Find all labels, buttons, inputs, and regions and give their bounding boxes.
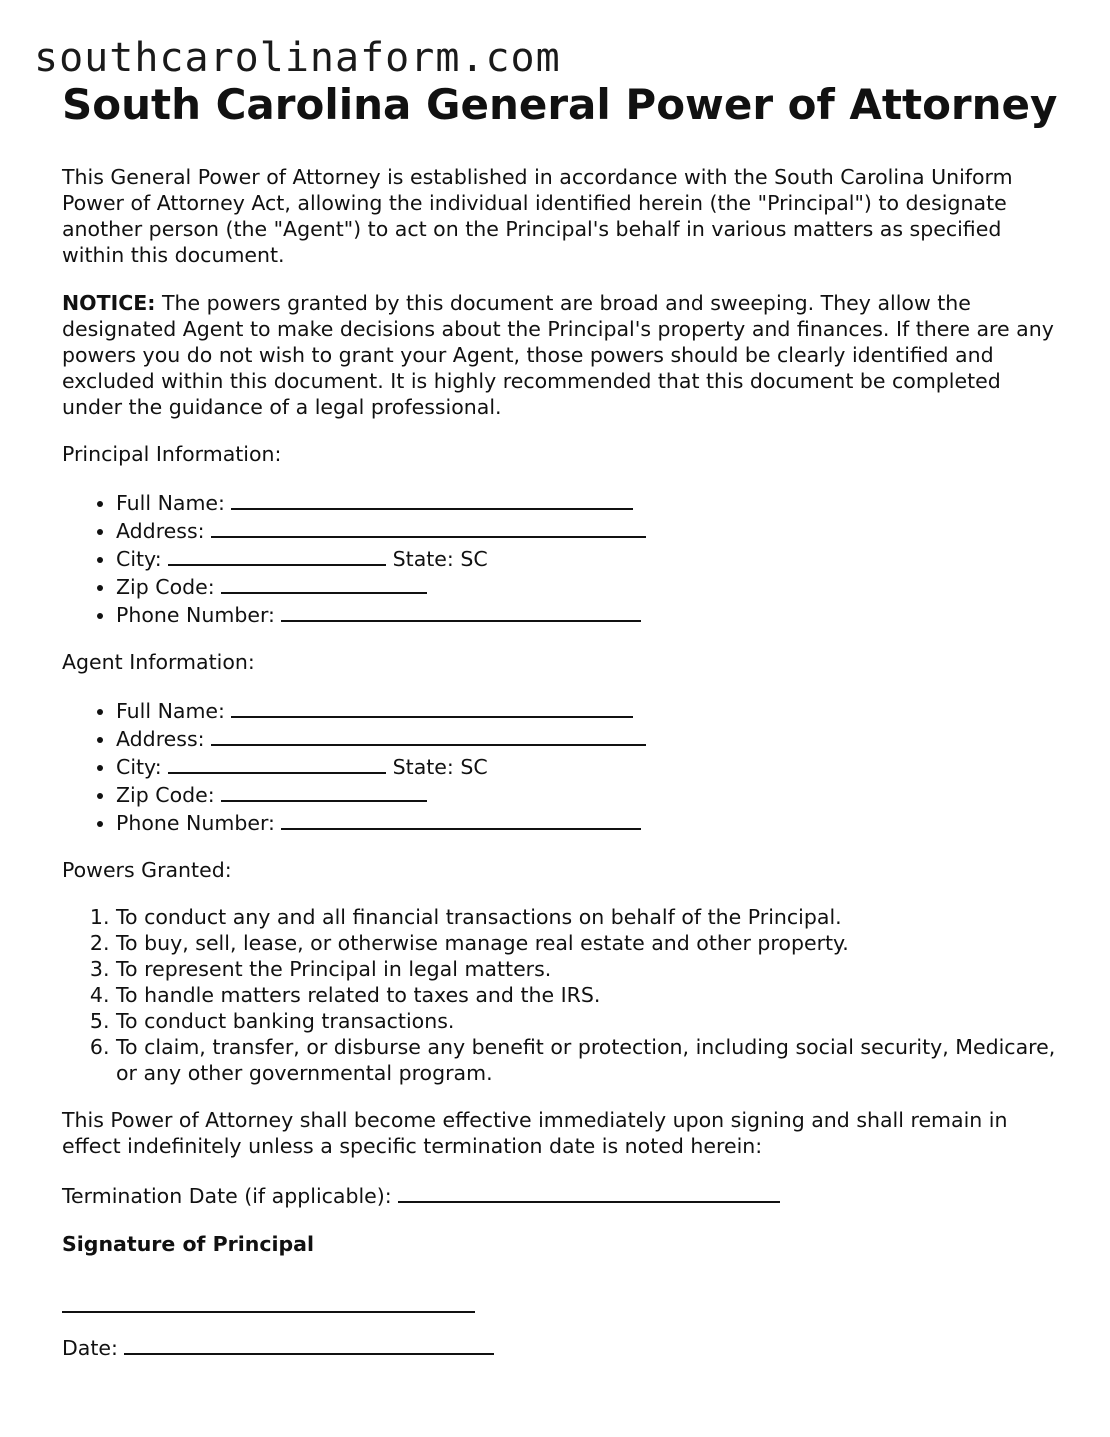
termination-date-field <box>62 1181 1062 1209</box>
agent-heading: Agent Information: <box>62 650 255 674</box>
agent-city-label: City: <box>116 755 169 779</box>
principal-zip-blank[interactable] <box>221 572 427 594</box>
power-item: 2. To buy, sell, lease, or otherwise manage real estate and other property. <box>116 930 1062 956</box>
principal-city-blank[interactable] <box>168 544 386 566</box>
agent-zip-blank[interactable] <box>221 780 427 802</box>
agent-phone-blank[interactable] <box>281 808 641 830</box>
agent-phone-label: Phone Number: <box>116 811 282 835</box>
principal-city-field <box>116 544 1062 572</box>
site-watermark: southcarolinaform.com <box>34 35 561 81</box>
principal-phone-label: Phone Number: <box>116 603 282 627</box>
notice-label: NOTICE: <box>62 291 156 315</box>
principal-fields <box>62 488 1062 628</box>
principal-full-name-label: Full Name: <box>116 491 232 515</box>
principal-heading: Principal Information: <box>62 442 282 466</box>
principal-address-blank[interactable] <box>211 516 646 538</box>
signature-heading: Signature of Principal <box>62 1232 315 1256</box>
agent-full-name-blank[interactable] <box>231 696 633 718</box>
termination-date-label: Termination Date (if applicable): <box>62 1184 399 1208</box>
powers-list <box>62 904 1062 1086</box>
power-item: 6. To claim, transfer, or disburse any benefit or protection, including social security, Medicare, or any other governmental program. <box>116 1034 1062 1086</box>
agent-fields <box>62 696 1062 836</box>
agent-address-blank[interactable] <box>211 724 646 746</box>
date-label: Date: <box>62 1336 125 1360</box>
document-title: South Carolina General Power of Attorney <box>62 80 1058 129</box>
power-item: 3. To represent the Principal in legal matters. <box>116 956 1062 982</box>
agent-city-field <box>116 752 1062 780</box>
principal-zip-label: Zip Code: <box>116 575 222 599</box>
termination-date-blank[interactable] <box>398 1181 780 1203</box>
principal-full-name-blank[interactable] <box>231 488 633 510</box>
power-item: 5. To conduct banking transactions. <box>116 1008 1062 1034</box>
agent-full-name-field <box>116 696 1062 724</box>
effective-paragraph: This Power of Attorney shall become effective immediately upon signing and shall remain in effect indefinitely unless a specific termination date is noted herein: <box>62 1108 1008 1158</box>
principal-phone-blank[interactable] <box>281 600 641 622</box>
principal-address-field <box>116 516 1062 544</box>
principal-phone-field <box>116 600 1062 628</box>
document-body <box>62 80 1062 1361</box>
principal-city-label: City: <box>116 547 169 571</box>
notice-paragraph <box>62 290 1062 420</box>
date-field <box>62 1333 1062 1361</box>
power-item: 1. To conduct any and all financial transactions on behalf of the Principal. <box>116 904 1062 930</box>
power-item: 4. To handle matters related to taxes and the IRS. <box>116 982 1062 1008</box>
intro-paragraph: This General Power of Attorney is established in accordance with the South Carolina Uniform Power of Attorney Act, allowing the individual identified herein (the "Principal") to designate another person (the "Agent") to act on the Principal's behalf in various matters as specified within this document. <box>62 165 1013 267</box>
principal-address-label: Address: <box>116 519 212 543</box>
principal-zip-field <box>116 572 1062 600</box>
agent-full-name-label: Full Name: <box>116 699 232 723</box>
powers-heading: Powers Granted: <box>62 858 232 882</box>
agent-zip-label: Zip Code: <box>116 783 222 807</box>
signature-blank[interactable] <box>62 1291 475 1313</box>
agent-state-label: State: SC <box>386 755 488 779</box>
signature-line <box>62 1291 1062 1311</box>
agent-phone-field <box>116 808 1062 836</box>
agent-zip-field <box>116 780 1062 808</box>
date-blank[interactable] <box>124 1333 494 1355</box>
principal-state-label: State: SC <box>386 547 488 571</box>
principal-full-name-field <box>116 488 1062 516</box>
agent-address-label: Address: <box>116 727 212 751</box>
notice-text: The powers granted by this document are broad and sweeping. They allow the designated Agent to make decisions about the Principal's property and finances. If there are any powers you do not wish to grant your Agent, those powers should be clearly identified and excluded within this document. It is highly recommended that this document be completed under the guidance of a legal professional. <box>62 291 1054 419</box>
agent-city-blank[interactable] <box>168 752 386 774</box>
agent-address-field <box>116 724 1062 752</box>
